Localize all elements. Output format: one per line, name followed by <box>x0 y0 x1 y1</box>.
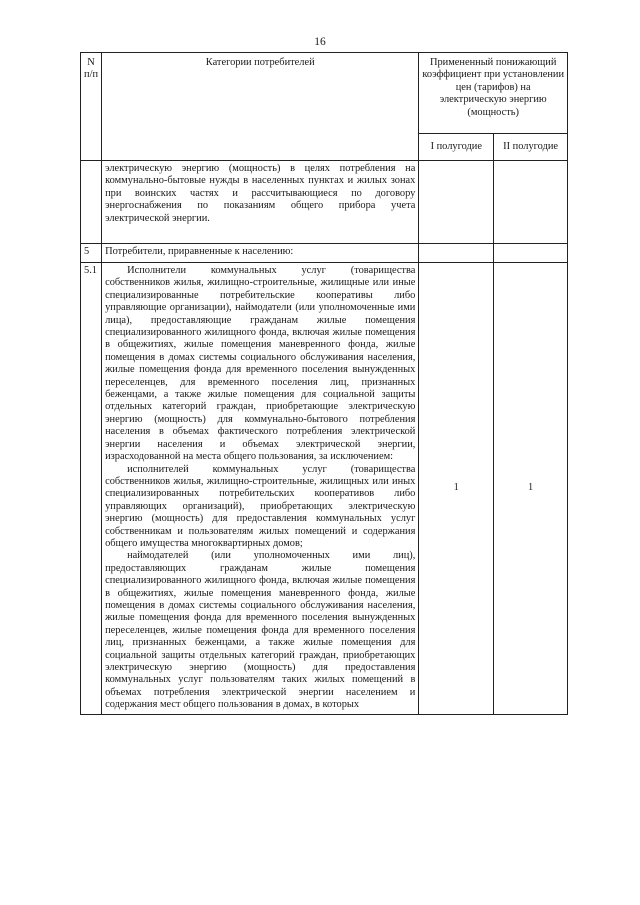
half1-value: 1 <box>419 263 494 715</box>
header-coefficient: Примененный понижающий коэффициент при установлении цен (тарифов) на электрическую энергию (мощность) <box>419 53 568 134</box>
half2-value: 1 <box>494 263 568 715</box>
continuation-half2 <box>494 161 568 244</box>
row-number: 5 <box>81 244 102 263</box>
row-half1-empty <box>419 244 494 263</box>
paragraph: наймодателей (или уполномоченных ими лиц), предоставляющих гражданам жилые помещения специализированного жилищного фонда, включая жилые помещения в общежитиях, жилые помещения маневренного фонда, жилые помещения в домах системы социального обслуживания населения, жилые помещения фонда для временного поселения вынужденных переселенцев, жилые помещения фонда для временного поселения лиц, признанных беженцами, а также жилые помещения для социальной защиты отдельных категорий граждан, приобретающих электрическую энергию (мощность) для предоставления коммунальных услуг пользователям таких жилых помещений в объемах потребления электрической энергии населением и содержания мест общего пользования в домах, в которых <box>105 550 416 711</box>
table-header-row <box>81 53 568 134</box>
row-number: 5.1 <box>81 263 102 715</box>
tariff-coefficient-table <box>80 52 568 715</box>
paragraph: исполнителей коммунальных услуг (товарищества собственников жилья, жилищно-строительные, жилищных или иных специализированных потребительских кооперативов либо управляющих организаций), приобретающих электрическую энергию (мощность) для предоставления коммунальных услуг собственникам и пользователям жилых помещений и содержания общего имущества многоквартирных домов; <box>105 463 416 549</box>
continuation-half1 <box>419 161 494 244</box>
page-number: 16 <box>314 36 326 48</box>
header-category: Категории потребителей <box>102 53 419 161</box>
table-row <box>81 244 568 263</box>
row-category-text <box>102 263 419 715</box>
paragraph: Исполнители коммунальных услуг (товарищества собственников жилья, жилищно-строительные, жилищные или иные специализированные потребительские кооперативы либо управляющие организации), наймодатели (или уполномоченные ими лица), предоставляющие гражданам жилые помещения специализированного жилищного фонда, включая жилые помещения в общежитиях, жилые помещения маневренного фонда, жилые помещения в домах системы социального обслуживания населения, жилые помещения фонда для временного поселения вынужденных переселенцев, для временного поселения лиц, признанных беженцами, а также жилые помещения для социальной защиты отдельных категорий граждан, приобретающие электрическую энергию (мощность) для коммунально-бытового потребления населения в объемах фактического потребления электрической энергии населения и объемах электрической энергии, израсходованной на места общего пользования, за исключением: <box>105 265 416 463</box>
row-category-text: Потребители, приравненные к населению: <box>102 244 419 263</box>
header-half2: II полугодие <box>494 134 568 161</box>
continuation-text: электрическую энергию (мощность) в целях потребления на коммунально-бытовые нужды в населенных пунктах и жилых зонах при воинских частях и рассчитывающиеся по договору энергоснабжения по показаниям общего прибора учета электрической энергии. <box>102 161 419 244</box>
row-number-empty <box>81 161 102 244</box>
table-row <box>81 263 568 715</box>
header-half1: I полугодие <box>419 134 494 161</box>
table-row <box>81 161 568 244</box>
row-half2-empty <box>494 244 568 263</box>
header-number: N п/п <box>81 53 102 161</box>
